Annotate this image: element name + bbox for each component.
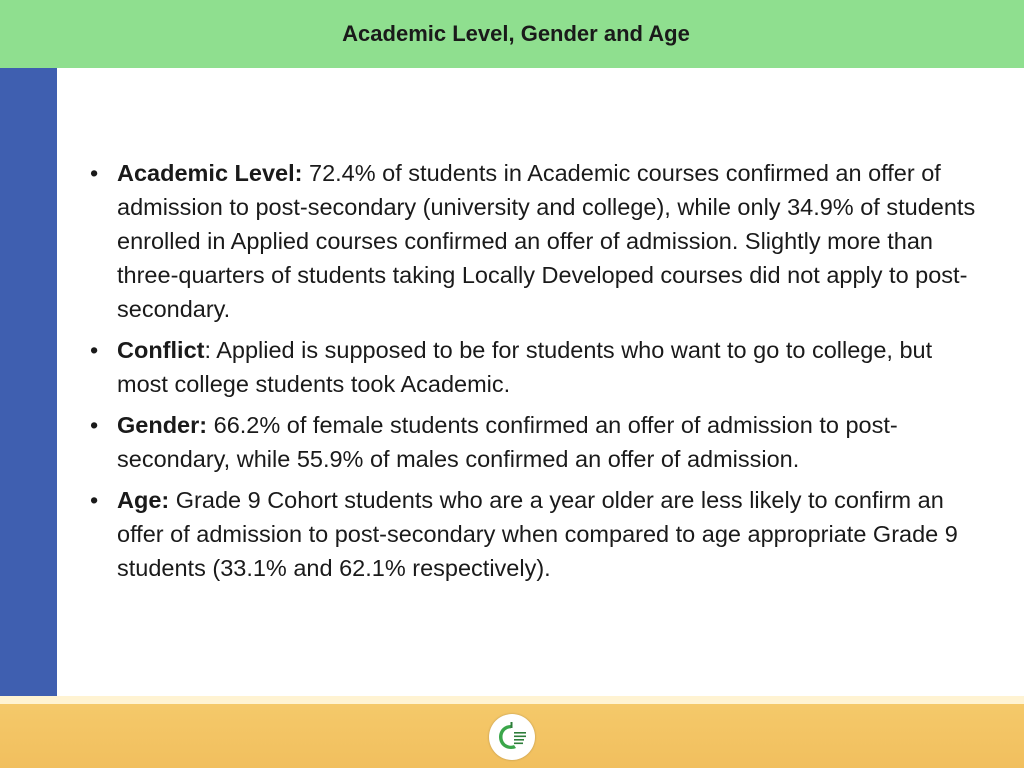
bullet-label: Gender: (117, 412, 208, 438)
bullet-text: : Applied is supposed to be for students who want to go to college, but most college students took Academic. (117, 337, 933, 397)
slide-title: Academic Level, Gender and Age (342, 21, 690, 46)
slide-content (88, 156, 988, 592)
bullet-conflict (88, 333, 988, 401)
bullet-gender (88, 408, 988, 476)
title-bar (0, 0, 1024, 68)
school-board-logo-icon (489, 714, 535, 760)
bullet-age (88, 483, 988, 585)
bullet-text: 66.2% of female students confirmed an offer of admission to post-secondary, while 55.9% of males confirmed an offer of admission. (117, 412, 898, 472)
footer-divider (0, 696, 1024, 704)
left-accent-bar (0, 68, 57, 696)
bullet-dot: • (90, 412, 99, 438)
logo-mark-icon (492, 717, 532, 757)
bullet-text: 72.4% of students in Academic courses confirmed an offer of admission to post-secondary (university and college), while only 34.9% of students enrolled in Applied courses confirmed an offer of admission. Slightly more than three-quarters of students taking Locally Developed courses did not apply to post-secondary. (117, 160, 976, 322)
bullet-academic-level (88, 156, 988, 326)
bullet-label: Academic Level: (117, 160, 303, 186)
bullet-dot: • (90, 160, 99, 186)
bullet-dot: • (90, 487, 99, 513)
bullet-list (88, 156, 988, 585)
bullet-text: Grade 9 Cohort students who are a year older are less likely to confirm an offer of admission to post-secondary when compared to age appropriate Grade 9 students (33.1% and 62.1% respectively). (117, 487, 958, 581)
bullet-dot: • (90, 337, 99, 363)
bullet-label: Age: (117, 487, 170, 513)
bullet-label: Conflict (117, 337, 205, 363)
